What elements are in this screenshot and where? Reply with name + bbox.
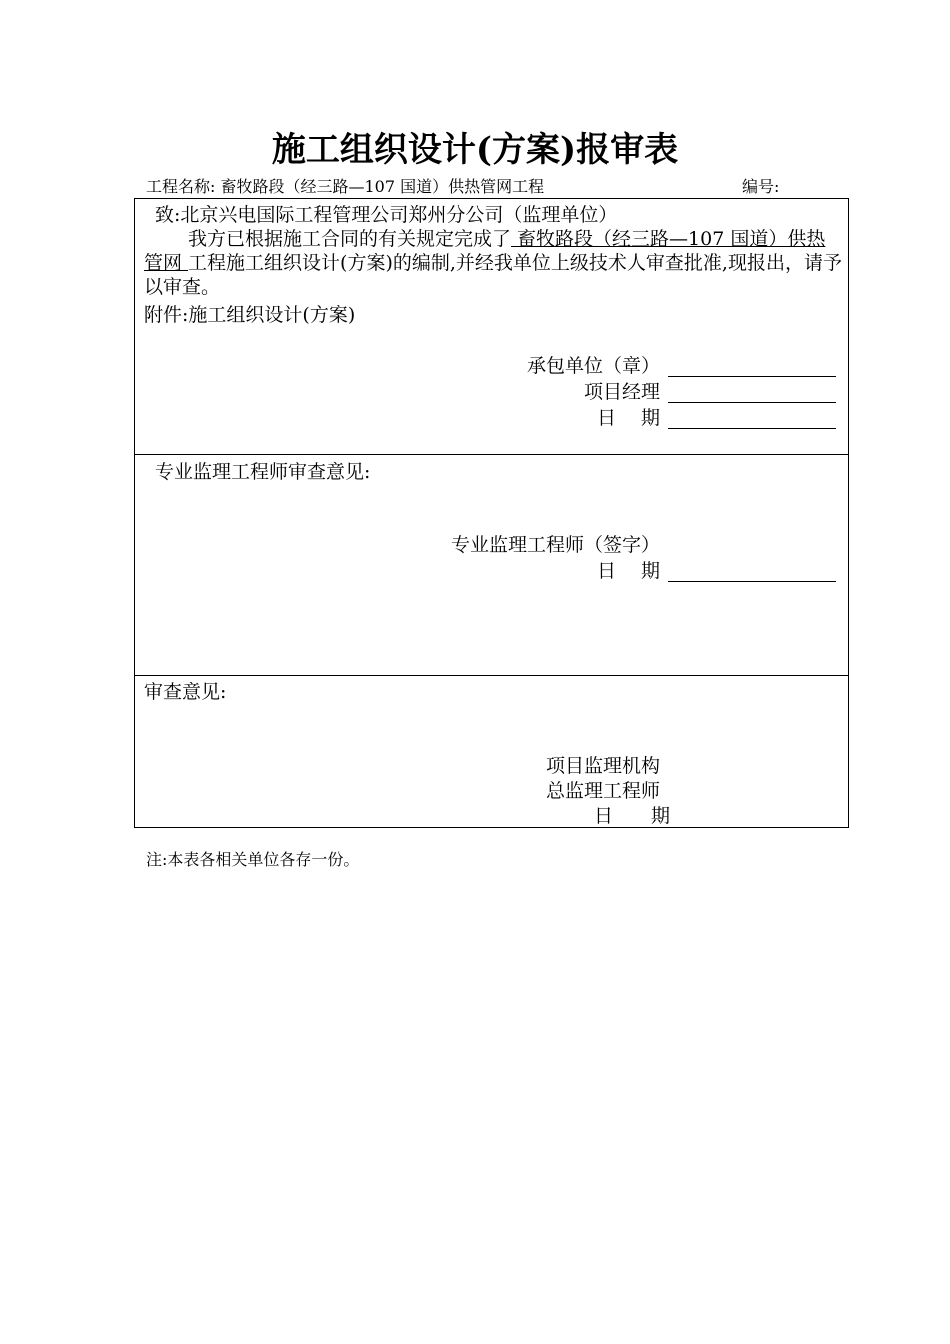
project-name: 工程名称: 畜牧路段（经三路—107 国道）供热管网工程 bbox=[146, 177, 545, 196]
submission-date-line bbox=[668, 428, 836, 429]
document-title: 施工组织设计(方案)报审表 bbox=[271, 130, 679, 170]
final-review-heading: 审查意见: bbox=[144, 681, 227, 703]
contractor-signature-line bbox=[668, 376, 836, 377]
supervision-org-label: 项目监理机构 bbox=[546, 755, 661, 777]
contractor-label: 承包单位（章） bbox=[526, 355, 660, 377]
addressee-line: 致:北京兴电国际工程管理公司郑州分公司（监理单位） bbox=[155, 204, 618, 226]
final-date-label: 日 期 bbox=[594, 805, 671, 827]
submission-paragraph bbox=[144, 227, 844, 299]
body-prefix: 我方已根据施工合同的有关规定完成了 bbox=[188, 228, 512, 250]
specialist-engineer-label: 专业监理工程师（签字） bbox=[450, 534, 660, 556]
attachment-line: 附件:施工组织设计(方案) bbox=[144, 304, 356, 326]
document-number-label: 编号: bbox=[742, 177, 780, 196]
project-manager-label: 项目经理 bbox=[583, 381, 660, 403]
body-suffix: 工程施工组织设计(方案)的编制,并经我单位上级技术人审查批准,现报出，请予以审查。 bbox=[144, 252, 842, 298]
submission-date-label: 日 期 bbox=[596, 407, 660, 429]
final-review-section bbox=[135, 676, 848, 827]
body-project-name: 畜牧路段（经三路—107 国道）供热管网 bbox=[144, 228, 826, 274]
footer-note: 注:本表各相关单位各存一份。 bbox=[146, 850, 360, 869]
specialist-review-heading: 专业监理工程师审查意见: bbox=[155, 461, 371, 483]
project-manager-signature-line bbox=[668, 402, 836, 403]
review-form-table bbox=[134, 198, 849, 828]
submission-section bbox=[135, 199, 848, 455]
specialist-review-section bbox=[135, 455, 848, 676]
header-meta bbox=[146, 177, 846, 197]
chief-engineer-label: 总监理工程师 bbox=[546, 780, 661, 802]
specialist-date-line bbox=[668, 581, 836, 582]
specialist-date-label: 日 期 bbox=[596, 560, 660, 582]
